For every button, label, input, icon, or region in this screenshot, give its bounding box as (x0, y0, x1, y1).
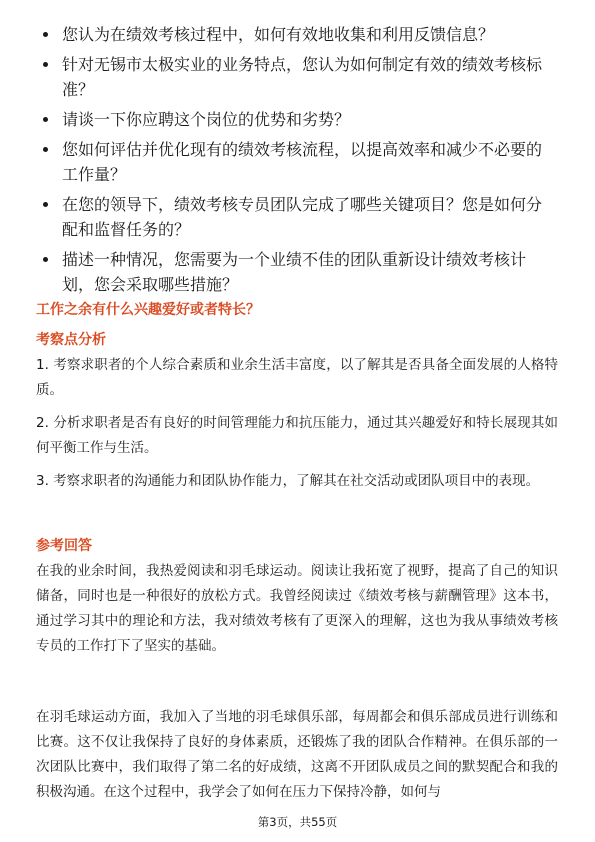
question-list (36, 22, 556, 302)
list-item (36, 107, 556, 132)
bullet-icon (43, 202, 48, 207)
bullet-icon (43, 32, 48, 37)
list-item (36, 137, 556, 187)
answer-heading: 参考回答 (36, 538, 92, 554)
bullet-icon (43, 117, 48, 122)
question-text: 请谈一下你应聘这个岗位的优势和劣势？ (62, 110, 351, 129)
answer-paragraph: 在羽毛球运动方面，我加入了当地的羽毛球俱乐部，每周都会和俱乐部成员进行训练和比赛。这不仅让我保持了良好的身体素质，还锻炼了我的团队合作精神。在俱乐部的一次团队比赛中，我们取得了第二名的好成绩，这离不开团队成员之间的默契配合和我的积极沟通。在这个过程中，我学会了如何在压力下保持冷静，如何与 (36, 709, 558, 800)
section-question: 工作之余有什么兴趣爱好或者特长？ (36, 302, 260, 318)
list-item (36, 52, 556, 102)
question-text: 描述一种情况，您需要为一个业绩不佳的团队重新设计绩效考核计划，您会采取哪些措施？ (62, 250, 527, 294)
list-item (36, 22, 556, 47)
list-item (36, 247, 556, 297)
answer-paragraph: 在我的业余时间，我热爱阅读和羽毛球运动。阅读让我拓宽了视野，提高了自己的知识储备，同时也是一种很好的放松方式。我曾经阅读过《绩效考核与薪酬管理》这本书，通过学习其中的理论和方法，我对绩效考核有了更深入的理解，这也为我从事绩效考核专员的工作打下了坚实的基础。 (36, 563, 558, 654)
bullet-icon (43, 62, 48, 67)
list-item (36, 192, 556, 242)
question-text: 在您的领导下，绩效考核专员团队完成了哪些关键项目？您是如何分配和监督任务的？ (62, 195, 543, 239)
bullet-icon (43, 147, 48, 152)
analysis-point: 1. 考察求职者的个人综合素质和业余生活丰富度，以了解其是否具备全面发展的人格特质。 (36, 357, 558, 398)
page-number: 第3页，共55页 (257, 815, 338, 829)
bullet-icon (43, 257, 48, 262)
question-text: 您如何评估并优化现有的绩效考核流程，以提高效率和减少不必要的工作量？ (62, 140, 543, 184)
question-text: 您认为在绩效考核过程中，如何有效地收集和利用反馈信息？ (62, 25, 495, 44)
analysis-heading: 考察点分析 (36, 332, 106, 348)
analysis-point: 3. 考察求职者的沟通能力和团队协作能力，了解其在社交活动或团队项目中的表现。 (36, 473, 540, 489)
analysis-point: 2. 分析求职者是否有良好的时间管理能力和抗压能力，通过其兴趣爱好和特长展现其如何平衡工作与生活。 (36, 415, 558, 456)
question-text: 针对无锡市太极实业的业务特点，您认为如何制定有效的绩效考核标准？ (62, 55, 543, 99)
